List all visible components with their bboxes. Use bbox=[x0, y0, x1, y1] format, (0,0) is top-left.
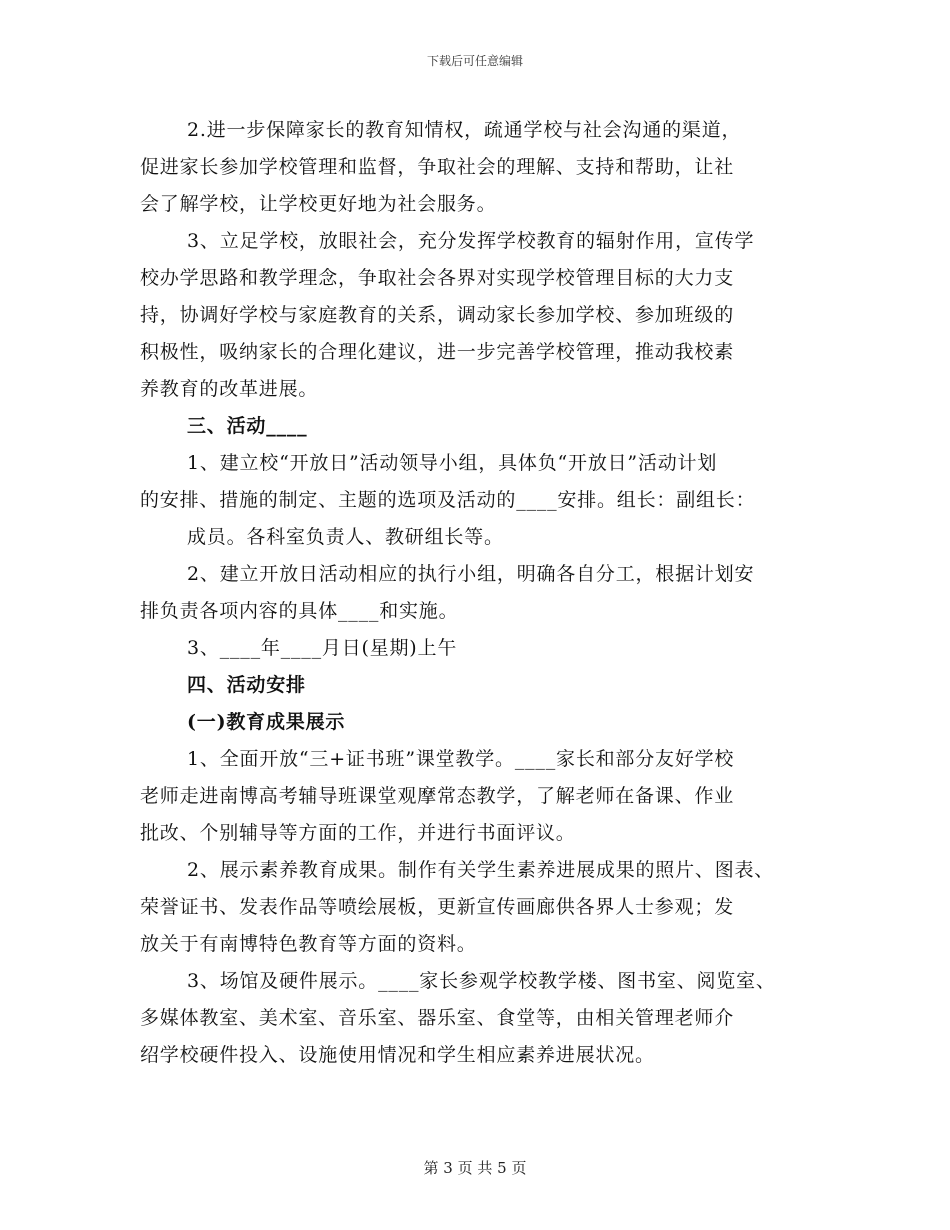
section-heading: 三、活动____ bbox=[187, 415, 308, 437]
paragraph-line: 老师走进南博高考辅导班课堂观摩常态教学，了解老师在备课、作业 bbox=[140, 785, 735, 807]
paragraph-line: 批改、个别辅导等方面的工作，并进行书面评议。 bbox=[140, 822, 576, 844]
paragraph-line: 2.进一步保障家长的教育知情权，疏通学校与社会沟通的渠道， bbox=[187, 119, 742, 141]
paragraph-line: 荣誉证书、发表作品等喷绘展板，更新宣传画廊供各界人士参观；发 bbox=[140, 896, 735, 918]
paragraph-line: 会了解学校，让学校更好地为社会服务。 bbox=[140, 193, 497, 215]
paragraph-line: 多媒体教室、美术室、音乐室、器乐室、食堂等，由相关管理老师介 bbox=[140, 1007, 735, 1029]
paragraph-line: 2、建立开放日活动相应的执行小组，明确各自分工，根据计划安 bbox=[187, 563, 755, 585]
paragraph-line: 1、建立校“开放日”活动领导小组，具体负“开放日”活动计划 bbox=[187, 452, 718, 474]
subsection-heading: (一)教育成果展示 bbox=[187, 711, 346, 733]
paragraph-line: 放关于有南博特色教育等方面的资料。 bbox=[140, 933, 477, 955]
page-number: 第 3 页 共 5 页 bbox=[423, 1159, 527, 1177]
paragraph-line: 养教育的改革进展。 bbox=[140, 378, 319, 400]
paragraph-line: 的安排、措施的制定、主题的选项及活动的____安排。组长：副组长： bbox=[140, 489, 756, 511]
paragraph-line: 积极性，吸纳家长的合理化建议，进一步完善学校管理，推动我校素 bbox=[140, 341, 735, 363]
document-body bbox=[140, 112, 830, 1074]
paragraph-line: 排负责各项内容的具体____和实施。 bbox=[140, 600, 459, 622]
paragraph-line: 3、立足学校，放眼社会，充分发挥学校教育的辐射作用，宣传学 bbox=[187, 230, 755, 252]
paragraph-line: 校办学思路和教学理念，争取社会各界对实现学校管理目标的大力支 bbox=[140, 267, 735, 289]
paragraph-line: 3、____年____月日(星期)上午 bbox=[187, 637, 458, 659]
paragraph-line: 绍学校硬件投入、设施使用情况和学生相应素养进展状况。 bbox=[140, 1044, 655, 1066]
paragraph-line: 持，协调好学校与家庭教育的关系，调动家长参加学校、参加班级的 bbox=[140, 304, 735, 326]
section-heading: 四、活动安排 bbox=[187, 674, 306, 696]
paragraph-line: 1、全面开放“三+证书班”课堂教学。____家长和部分友好学校 bbox=[187, 748, 735, 770]
paragraph-line: 促进家长参加学校管理和监督，争取社会的理解、支持和帮助，让社 bbox=[140, 156, 735, 178]
paragraph-line: 2、展示素养教育成果。制作有关学生素养进展成果的照片、图表、 bbox=[187, 859, 775, 881]
paragraph-line: 成员。各科室负责人、教研组长等。 bbox=[187, 526, 504, 548]
paragraph-line: 3、场馆及硬件展示。____家长参观学校教学楼、图书室、阅览室、 bbox=[187, 970, 776, 992]
page-header: 下载后可任意编辑 bbox=[426, 54, 523, 68]
